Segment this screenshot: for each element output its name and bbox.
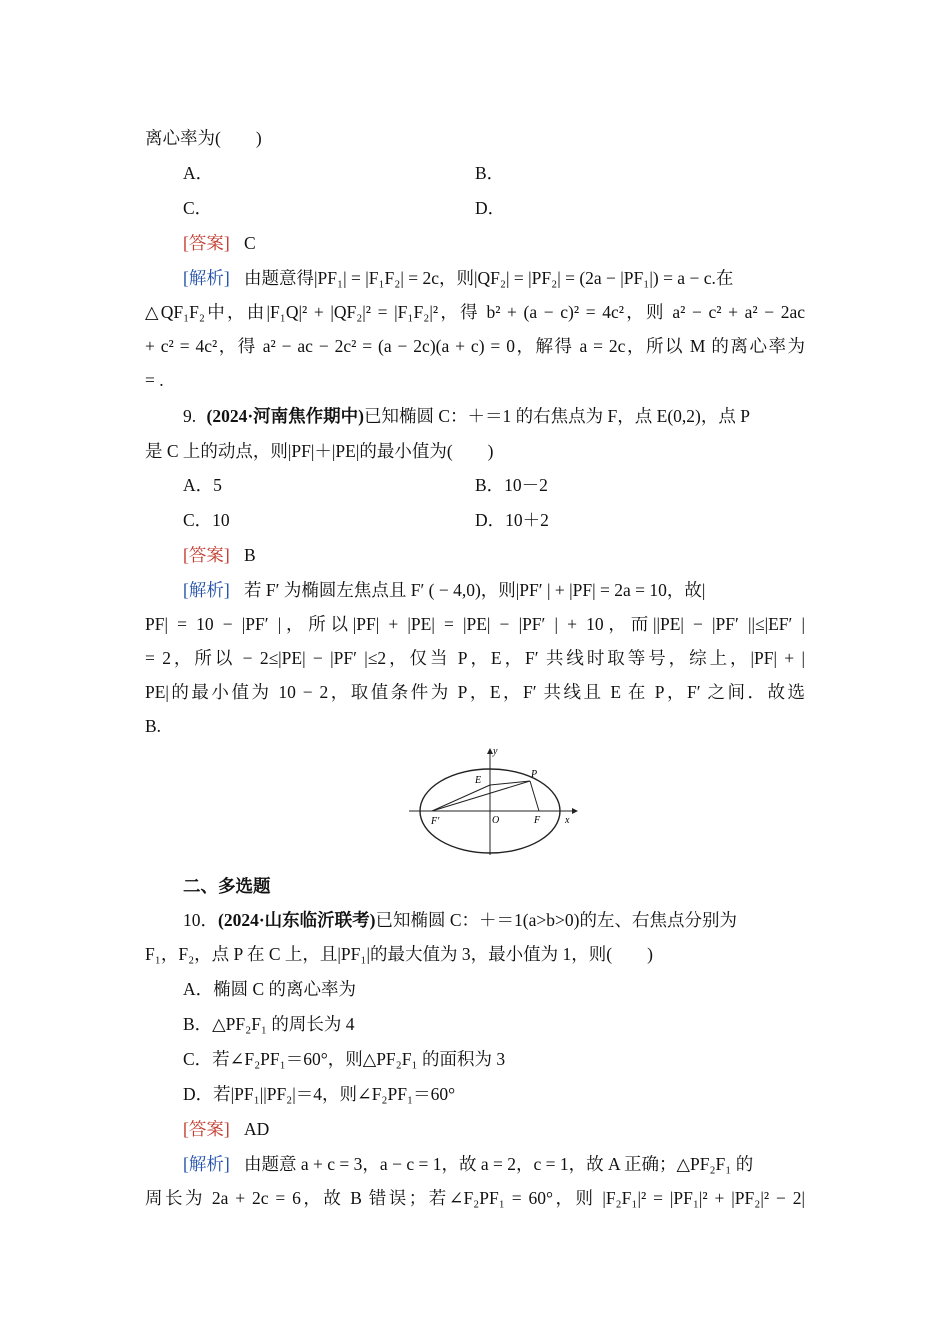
- analysis-label: [解析]: [183, 268, 230, 288]
- q9-option-a: A．5: [183, 475, 222, 495]
- point-p-label: P: [531, 769, 538, 780]
- analysis-label: [解析]: [183, 580, 230, 600]
- point-f-label: F: [534, 815, 541, 826]
- q8-option-a: A．: [183, 163, 214, 183]
- segment-p-f: [530, 781, 539, 811]
- segment-f1-e: [432, 785, 490, 811]
- q10-stem-line-2: F₁，F₂，点 P 在 C 上，且|PF₁|的最大值为 3，最小值为 1，则( ): [145, 944, 653, 964]
- answer-label: [答案]: [183, 233, 230, 253]
- q9-option-b: B．10－2: [475, 475, 548, 495]
- q8-analysis-line-2: △QF₁F₂中，由|F₁Q|² + |QF₂|² = |F₁F₂|²，得 b² + (a − c)² = 4c²，则 a² − c² + a² − 2ac: [145, 302, 805, 322]
- analysis-text: 若 F′ 为椭圆左焦点且 F′ ( − 4,0)，则|PF′ | + |PF| = 2a = 10，故|: [244, 580, 706, 600]
- ellipse-figure: [405, 745, 583, 857]
- q9-analysis-line-3: = 2，所以 − 2≤|PE| − |PF′ |≤2，仅当 P，E，F′ 共线时取等号，综上，|PF| + |: [145, 648, 805, 668]
- q10-option-d: D．若|PF₁||PF₂|＝4，则∠F₂PF₁＝60°: [183, 1084, 456, 1104]
- q8-option-b: B．: [475, 163, 505, 183]
- answer-value: B: [244, 545, 256, 565]
- q9-analysis-line-4: PE|的最小值为 10 − 2，取值条件为 P，E，F′ 共线且 E 在 P，F′ 之间．故选: [145, 682, 805, 702]
- q9-option-d: D．10＋2: [475, 510, 549, 530]
- q8-analysis-line-3: + c² = 4c²，得 a² − ac − 2c² = (a − 2c)(a + c) = 0，解得 a = 2c，所以 M 的离心率为: [145, 336, 805, 356]
- x-axis-label: x: [565, 815, 570, 826]
- q9-analysis-line-1: [183, 578, 705, 602]
- y-axis-label: y: [493, 746, 498, 757]
- q8-analysis-line-1: [183, 266, 805, 290]
- origin-label: O: [492, 815, 500, 826]
- section-heading: 二、多选题: [183, 876, 271, 896]
- q10-option-c: C．若∠F₂PF₁＝60°，则△PF₂F₁ 的面积为 3: [183, 1049, 506, 1069]
- q9-analysis-line-5: B.: [145, 716, 162, 736]
- q10-source: (2024·山东临沂联考): [218, 910, 376, 930]
- q9-stem-line-2: 是 C 上的动点，则|PF|＋|PE|的最小值为( ): [145, 441, 494, 461]
- q9-analysis-line-2: PF| = 10 − |PF′ |，所以|PF| + |PE| = |PE| − |PF′ | + 10，而||PE| − |PF′ ||≤|EF′ |: [145, 614, 805, 634]
- q10-option-b: B．△PF₂F₁ 的周长为 4: [183, 1014, 355, 1034]
- q9-stem-text: 已知椭圆 C：＋＝1 的右焦点为 F，点 E(0,2)，点 P: [364, 406, 750, 426]
- q9-stem-line-1: [183, 404, 750, 428]
- point-e-label: E: [475, 775, 482, 786]
- q8-answer-line: [183, 231, 256, 255]
- q10-stem-text: 已知椭圆 C：＋＝1(a>b>0)的左、右焦点分别为: [375, 910, 737, 930]
- q10-option-a: A．椭圆 C 的离心率为: [183, 979, 357, 999]
- q10-number: 10．: [183, 910, 218, 930]
- q9-answer-line: [183, 543, 256, 567]
- q8-analysis-line-4: = .: [145, 370, 164, 390]
- answer-value: C: [244, 233, 256, 253]
- q8-option-d: D．: [475, 198, 506, 218]
- answer-value: AD: [244, 1119, 270, 1139]
- point-f-prime-label: F′: [431, 816, 440, 827]
- q9-option-c: C．10: [183, 510, 230, 530]
- q9-source: (2024·河南焦作期中): [206, 406, 364, 426]
- q8-stem-end: 离心率为( ): [145, 128, 262, 148]
- q10-answer-line: [183, 1117, 269, 1141]
- q10-analysis-line-2: 周长为 2a + 2c = 6，故 B 错误；若∠F₂PF₁ = 60°，则 |F₂F₁|² = |PF₁|² + |PF₂|² − 2|: [145, 1188, 805, 1208]
- analysis-text: 由题意 a + c = 3，a − c = 1，故 a = 2，c = 1，故 A 正确；△PF₂F₁ 的: [244, 1154, 754, 1174]
- answer-label: [答案]: [183, 1119, 230, 1139]
- answer-label: [答案]: [183, 545, 230, 565]
- analysis-text: 由题意得|PF₁| = |F₁F₂| = 2c，则|QF₂| = |PF₂| = (2a − |PF₁|) = a − c.在: [244, 268, 734, 288]
- q8-option-c: C．: [183, 198, 213, 218]
- analysis-label: [解析]: [183, 1154, 230, 1174]
- q10-analysis-line-1: [183, 1152, 753, 1176]
- q9-number: 9.: [183, 406, 197, 426]
- q10-stem-line-1: [183, 908, 737, 932]
